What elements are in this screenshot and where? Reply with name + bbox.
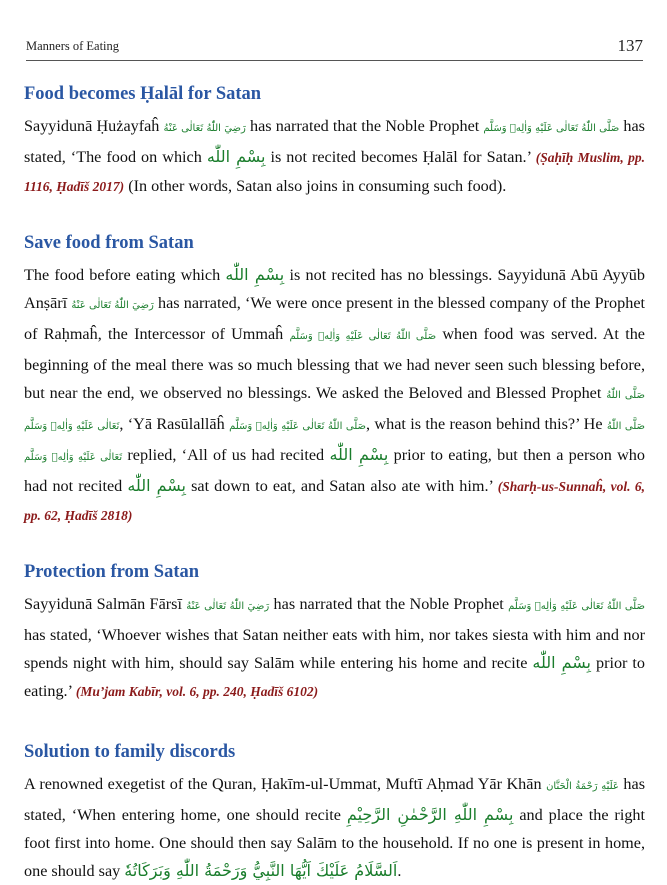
arabic-salutation: صَلَّى اللّٰهُ تَعَالٰى عَلَيْهِ وَاٰلِهٖ وَسَلَّم (508, 601, 645, 612)
arabic-honorific: عَلَيْهِ رَحْمَةُ الْحَنَّان (546, 781, 619, 792)
arabic-honorific: رَضِيَ اللّٰهُ تَعَالٰى عَنْهُ (186, 601, 270, 612)
section-title: Food becomes Ḥalāl for Satan (24, 84, 262, 104)
arabic-bismillah: بِسْمِ اللّٰه (127, 476, 187, 495)
text-run: , what is the reason behind this?’ He (366, 415, 607, 433)
reference: (Ṣaḥīḥ Muslim, pp. 1116, Ḥadīš 2017) (24, 150, 646, 194)
text-run: prior to eating, but then a person who had not recited (24, 446, 645, 495)
text-run: has narrated that the Noble Prophet (245, 117, 484, 135)
text-run: A renowned exegetist of the Quran, Ḥakīm-ul-Ummat, Muftī Aḥmad Yār Khān (24, 775, 547, 793)
section-title: Solution to family discords (24, 742, 236, 762)
text-run: sat down to eat, and Satan also ate with him.’ (186, 477, 498, 495)
section-title: Protection from Satan (24, 562, 200, 582)
reference: (Mu’jam Kabīr, vol. 6, pp. 240, Ḥadīš 6102) (75, 684, 319, 699)
text-run: has narrated, ‘We were once present in the blessed company of the Prophet of Raḥmaĥ, the Intercessor of Ummaĥ (24, 294, 646, 343)
page-header (26, 34, 643, 61)
text-run: and place the right foot first into home. One should then say Salām to the household. If no one is present in home, one should say (24, 806, 646, 880)
paragraph (24, 261, 645, 530)
section-protection (24, 560, 645, 706)
text-run: has stated, ‘The food on which (24, 117, 645, 166)
text-run: prior to eating.’ (24, 654, 646, 700)
running-title: Manners of Eating (26, 39, 120, 53)
text-run: has narrated that the Noble Prophet (269, 595, 509, 613)
text-run: (In other words, Satan also joins in consuming such food). (124, 177, 507, 195)
arabic-salutation: صَلَّى اللّٰهُ تَعَالٰى عَلَيْهِ وَاٰلِهٖ وَسَلَّم (229, 421, 367, 432)
text-run: has stated, ‘Whoever wishes that Satan neither eats with him, nor takes siesta with him and nor spends night with him, should say Salām while entering his home and recite (24, 626, 645, 672)
paragraph (24, 770, 645, 885)
arabic-honorific: رَضِيَ اللّٰهُ تَعَالٰى عَنْهُ (71, 300, 154, 311)
paragraph (24, 590, 645, 706)
arabic-salutation: صَلَّى اللّٰهُ تَعَالٰى عَلَيْهِ وَاٰلِهٖ وَسَلَّم (483, 123, 620, 134)
text-run: is not recited has no blessings. Sayyidunā Abū Ayyūb Anṣārī (24, 266, 645, 312)
text-run: The food before eating which (24, 266, 226, 284)
text-run: . (397, 862, 402, 880)
paragraph (24, 112, 645, 201)
text-run: Sayyidunā Ḥużayfaĥ (24, 117, 164, 135)
text-run: , ‘Yā Rasūlallāĥ (119, 415, 230, 433)
section-family-discords (24, 740, 645, 885)
section-save-food (24, 231, 645, 530)
arabic-bismillah-full: بِسْمِ اللّٰهِ الرَّحْمٰنِ الرَّحِيْمِ (346, 805, 514, 824)
arabic-bismillah: بِسْمِ اللّٰه (329, 445, 389, 464)
reference: (Sharḥ-us-Sunnaĥ, vol. 6, pp. 62, Ḥadīš 2818) (24, 479, 646, 523)
text-run: has stated, ‘When entering home, one should recite (24, 775, 645, 824)
arabic-bismillah: بِسْمِ اللّٰه (532, 653, 591, 672)
text-run: when food was served. At the beginning of the meal there was so much blessing that we had never seen such blessing before, but near the end, we observed no blessings. We asked the Beloved and Blessed Prophet (24, 325, 645, 402)
arabic-honorific: رَضِيَ اللّٰهُ تَعَالٰى عَنْهُ (163, 123, 246, 134)
section-title: Save food from Satan (24, 233, 194, 253)
text-run: is not recited becomes Ḥalāl for Satan.’ (265, 148, 536, 166)
arabic-salutation: صَلَّى اللّٰهُ تَعَالٰى عَلَيْهِ وَاٰلِهٖ وَسَلَّم (24, 421, 645, 463)
arabic-salutation: صَلَّى اللّٰهُ تَعَالٰى عَلَيْهِ وَاٰلِهٖ وَسَلَّم (289, 331, 437, 342)
arabic-bismillah: بِسْمِ اللّٰه (206, 147, 266, 166)
text-run: replied, ‘All of us had recited (122, 446, 330, 464)
section-food-halal (24, 82, 645, 201)
arabic-bismillah: بِسْمِ اللّٰه (225, 265, 285, 284)
arabic-salutation: صَلَّى اللّٰهُ تَعَالٰى عَلَيْهِ وَاٰلِهٖ وَسَلَّم (24, 390, 645, 432)
page-content (24, 82, 645, 885)
page-number: 137 (617, 36, 643, 55)
arabic-salam: اَلسَّلَامُ عَلَيْكَ اَيُّهَا النَّبِيُّ وَرَحْمَةُ اللّٰهِ وَبَرَكَاتُهٗ (124, 861, 398, 880)
text-run: Sayyidunā Salmān Fārsī (24, 595, 187, 613)
